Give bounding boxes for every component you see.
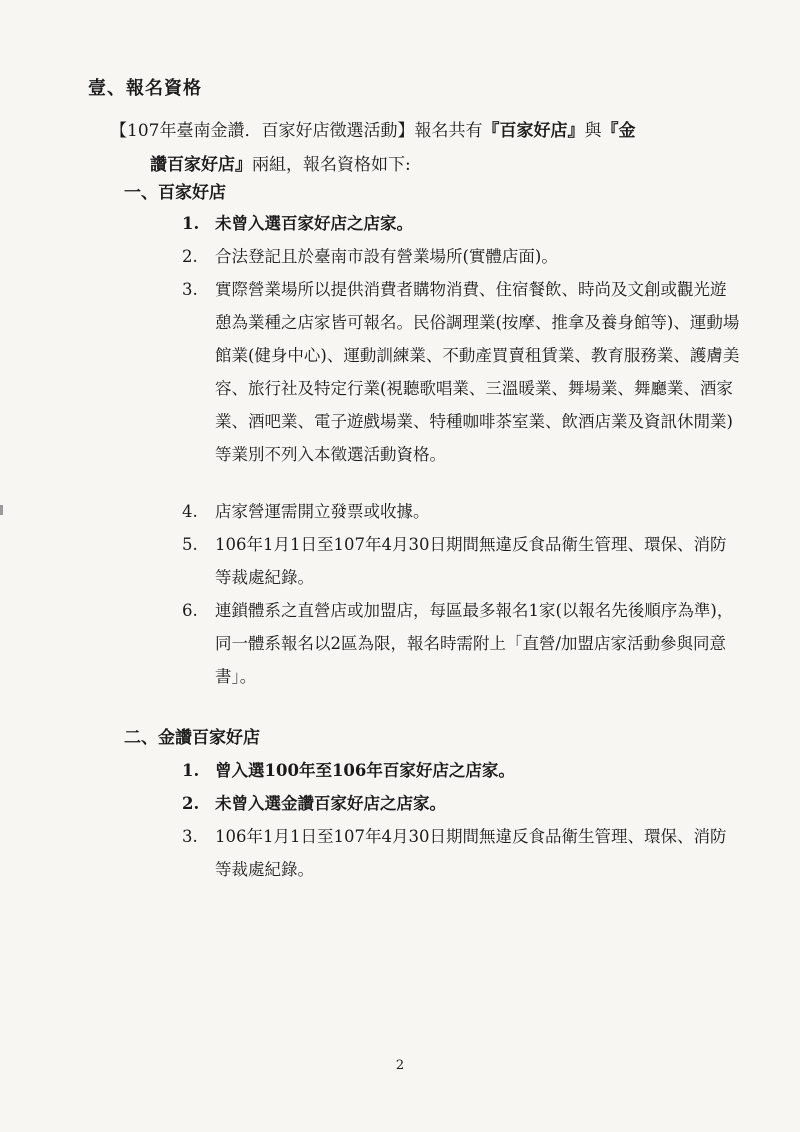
item-text: 曾入選100年至106年百家好店之店家。 (215, 761, 515, 780)
list-item (182, 273, 742, 471)
page-number: 2 (395, 1058, 405, 1073)
item-number: 6. (182, 601, 198, 620)
list-item (182, 495, 742, 528)
intro-text-2: 與 (584, 121, 602, 141)
scan-edge-mark (0, 505, 3, 515)
item-number: 2. (182, 247, 198, 266)
list-item (182, 240, 742, 273)
item-text: 106年1月1日至107年4月30日期間無違反食品衛生管理、環保、消防等裁處紀錄。 (215, 535, 727, 587)
intro-text-1: 【107年臺南金讚．百家好店徵選活動】報名共有 (110, 121, 483, 141)
item-number: 1. (182, 214, 200, 233)
list-item (182, 754, 742, 787)
item-text: 實際營業場所以提供消費者購物消費、住宿餐飲、時尚及文創或觀光遊憩為業種之店家皆可報名。民俗調理業(按摩、推拿及養身館等)、運動場館業(健身中心)、運動訓練業、不動產買賣租賃業、教育服務業、護膚美容、旅行社及特定行業(視聽歌唱業、三溫暖業、舞場業、舞廳業、酒家業、酒吧業、電子遊戲場業、特種咖啡茶室業、飲酒店業及資訊休閒業)等業別不列入本徵選活動資格。 (215, 280, 740, 464)
intro-bold-group-2b: 讚百家好店』 (150, 155, 252, 175)
item-text: 連鎖體系之直營店或加盟店，每區最多報名1家(以報名先後順序為準)，同一體系報名以2區為限，報名時需附上「直營/加盟店家活動參與同意書」。 (215, 601, 734, 686)
item-number: 1. (182, 761, 200, 780)
list-item (182, 820, 742, 886)
intro-paragraph (110, 114, 750, 182)
list-item (182, 594, 742, 693)
item-text: 未曾入選金讚百家好店之店家。 (215, 794, 446, 813)
item-text: 合法登記且於臺南市設有營業場所(實體店面)。 (215, 247, 558, 266)
section-title: 壹、報名資格 (88, 78, 202, 99)
intro-bold-group-1: 『百家好店』 (482, 121, 585, 141)
intro-bold-group-2a: 『金 (601, 121, 636, 141)
item-number: 2. (182, 794, 200, 813)
item-text: 店家營運需開立發票或收據。 (215, 502, 430, 521)
item-text: 106年1月1日至107年4月30日期間無違反食品衛生管理、環保、消防等裁處紀錄。 (215, 827, 727, 879)
item-number: 5. (182, 535, 198, 554)
list-item (182, 528, 742, 594)
item-text: 未曾入選百家好店之店家。 (215, 214, 413, 233)
intro-text-3: 兩組，報名資格如下: (252, 155, 411, 175)
group-title-baijia: 一、百家好店 (124, 183, 226, 203)
list-item (182, 787, 742, 820)
item-number: 3. (182, 280, 198, 299)
group-title-jinzan: 二、金讚百家好店 (124, 728, 260, 748)
list-item (182, 207, 742, 240)
item-number: 4. (182, 502, 198, 521)
item-number: 3. (182, 827, 198, 846)
